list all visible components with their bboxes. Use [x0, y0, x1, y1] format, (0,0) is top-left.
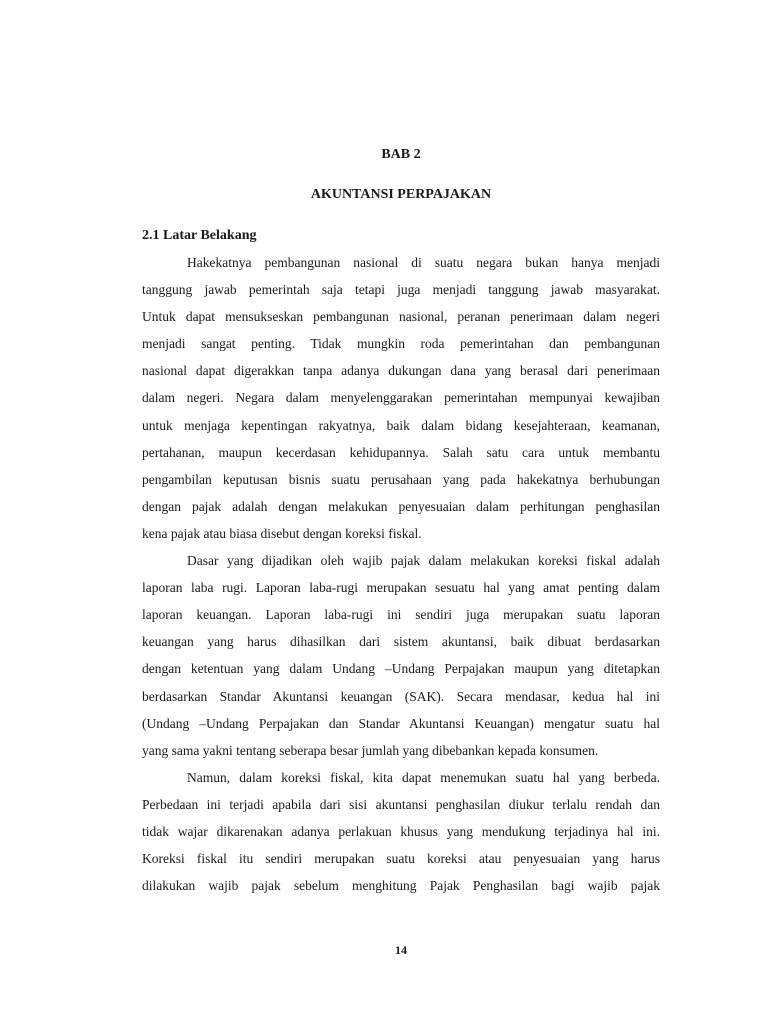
- chapter-number: BAB 2: [381, 147, 421, 162]
- paragraph-line: keuangan yang harus dihasilkan dari sistem akuntansi, baik dibuat berdasarkan: [142, 634, 660, 650]
- paragraph-line: Perbedaan ini terjadi apabila dari sisi akuntansi penghasilan diukur terlalu rendah dan: [142, 796, 660, 812]
- paragraph-line: dengan pajak adalah dengan melakukan penyesuaian dalam perhitungan penghasilan: [142, 498, 660, 514]
- paragraph-line: dilakukan wajib pajak sebelum menghitung Pajak Penghasilan bagi wajib pajak: [142, 878, 660, 894]
- paragraph-line: dalam negeri. Negara dalam menyelenggarakan pemerintahan mempunyai kewajiban: [142, 390, 660, 406]
- paragraph-line: nasional dapat digerakkan tanpa adanya dukungan dana yang berasal dari penerimaan: [142, 363, 660, 379]
- paragraph-line: Namun, dalam koreksi fiskal, kita dapat menemukan suatu hal yang berbeda.: [187, 769, 660, 785]
- paragraph-line: Untuk dapat mensukseskan pembangunan nasional, peranan penerimaan dalam negeri: [142, 309, 660, 325]
- paragraph-line: dengan ketentuan yang dalam Undang –Undang Perpajakan maupun yang ditetapkan: [142, 661, 660, 677]
- page-number: 14: [395, 943, 407, 957]
- paragraph-line: menjadi sangat penting. Tidak mungkin roda pemerintahan dan pembangunan: [142, 336, 660, 352]
- paragraph-line: Hakekatnya pembangunan nasional di suatu negara bukan hanya menjadi: [187, 255, 660, 270]
- paragraph-line: pengambilan keputusan bisnis suatu perusahaan yang pada hakekatnya berhubungan: [142, 471, 660, 487]
- paragraph-line: berdasarkan Standar Akuntansi keuangan (SAK). Secara mendasar, kedua hal ini: [142, 688, 660, 704]
- paragraph-line: tanggung jawab pemerintah saja tetapi juga menjadi tanggung jawab masyarakat.: [142, 282, 660, 298]
- paragraph-line: Koreksi fiskal itu sendiri merupakan suatu koreksi atau penyesuaian yang harus: [142, 851, 660, 867]
- paragraph-line: untuk menjaga kepentingan rakyatnya, baik dalam bidang kesejahteraan, keamanan,: [142, 417, 660, 433]
- paragraph-line: yang sama yakni tentang seberapa besar jumlah yang dibebankan kepada konsumen.: [142, 742, 599, 758]
- section-heading: 2.1 Latar Belakang: [142, 228, 257, 243]
- paragraph-line: tidak wajar dikarenakan adanya perlakuan khusus yang mendukung terjadinya hal ini.: [142, 823, 660, 839]
- body-text: [142, 249, 660, 899]
- paragraph-line: Dasar yang dijadikan oleh wajib pajak dalam melakukan koreksi fiskal adalah: [187, 553, 660, 569]
- paragraph-line: laporan keuangan. Laporan laba-rugi ini sendiri juga merupakan suatu laporan: [142, 607, 660, 623]
- paragraph-line: laporan laba rugi. Laporan laba-rugi merupakan sesuatu hal yang amat penting dalam: [142, 580, 660, 596]
- paragraph-line: kena pajak atau biasa disebut dengan koreksi fiskal.: [142, 525, 422, 541]
- paragraph-line: (Undang –Undang Perpajakan dan Standar Akuntansi Keuangan) mengatur suatu hal: [142, 715, 660, 731]
- chapter-title: AKUNTANSI PERPAJAKAN: [310, 187, 492, 202]
- paragraph-line: pertahanan, maupun kecerdasan kehidupannya. Salah satu cara untuk membantu: [142, 444, 660, 460]
